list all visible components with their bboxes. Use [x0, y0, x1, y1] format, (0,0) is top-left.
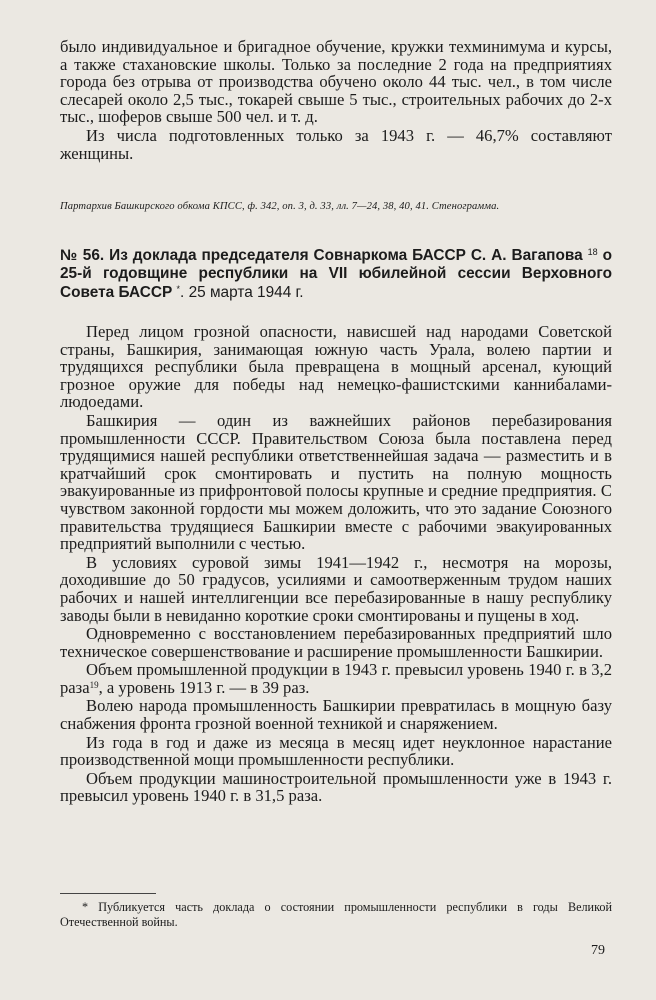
main-text-block — [60, 322, 612, 805]
footnote-ref: 18 — [587, 247, 598, 257]
paragraph — [60, 661, 612, 696]
footnote-divider — [60, 893, 156, 894]
footnote-ref: * — [176, 283, 181, 294]
paragraph: Башкирия — один из важнейших районов перебазирования промышленности СССР. Правительством Союза была поставлена перед трудящимися нашей республики ответственнейшая задача — разместить и в кратчайший срок смонтировать и пустить на полную мощность эвакуированные из прифронтовой полосы крупные и средние предприятия. С чувством законной гордости мы можем доложить, что это задание Союзного правительства трудящиеся Башкирии вместе с рабочими эвакуированных предприятий выполнили с честью. — [60, 410, 612, 554]
paragraph: Волею народа промышленность Башкирии превратилась в мощную базу снабжения фронта грозной военной техникой и снаряжением. — [60, 696, 612, 734]
paragraph: Из года в год и даже из месяца в месяц идет неуклонное нарастание производственной мощи промышленности республики. — [60, 732, 612, 770]
archive-source-note: Партархив Башкирского обкома КПСС, ф. 342, оп. 3, д. 33, лл. 7—24, 38, 40, 41. Стенограмма. — [60, 201, 500, 212]
paragraph: Одновременно с восстановлением перебазированных предприятий шло техническое совершенствование и расширение промышленности Башкирии. — [60, 624, 612, 661]
paragraph: было индивидуальное и бригадное обучение, кружки техминимума и курсы, а также стахановские школы. Только за последние 2 года на предприятиях города без отрыва от производства обучено около 44 тыс. чел., в том числе слесарей около 2,5 тыс., токарей свыше 5 тыс., строительных рабочих до 2-х тыс., шоферов свыше 500 чел. и т. д. — [60, 37, 612, 127]
paragraph: Объем продукции машиностроительной промышленности уже в 1943 г. превысил уровень 1940 г. в 31,5 раза. — [60, 768, 612, 806]
heading-title-part1: № 56. Из доклада председателя Совнаркома БАССР С. А. Вагапова — [60, 247, 583, 264]
heading-date: . 25 марта 1944 г. — [180, 283, 304, 301]
page-number: 79 — [591, 943, 605, 958]
footnote-ref: 19 — [89, 679, 99, 690]
heading-title-part2: о 25-й годовщине республики на VII юбилейной сессии Верховного Совета БАССР — [60, 247, 612, 301]
paragraph-text: , а уровень 1913 г. — в 39 раз. — [98, 677, 310, 697]
paragraph: В условиях суровой зимы 1941—1942 г., несмотря на морозы, доходившие до 50 градусов, усилиями и самоотверженным трудом наших рабочих и нашей интеллигенции все перебазированные в нашу республику заводы были в невиданно короткие сроки смонтированы и пущены в ход. — [60, 552, 612, 625]
footnote — [60, 900, 612, 930]
top-text-block — [60, 38, 612, 162]
footnote-text: * Публикуется часть доклада о состоянии промышленности республики в годы Великой Отечественной войны. — [60, 900, 612, 929]
paragraph-text: Объем промышленной продукции в 1943 г. превысил уровень 1940 г. в 3,2 раза — [60, 660, 612, 697]
paragraph: Из числа подготовленных только за 1943 г. — 46,7% составляют женщины. — [60, 125, 612, 163]
document-heading — [60, 247, 612, 302]
paragraph: Перед лицом грозной опасности, нависшей над народами Советской страны, Башкирия, занимающая южную часть Урала, волею партии и трудящихся республики была превращена в мощный арсенал, кующий грозное оружие для победы над немецко-фашистскими каннибалами-людоедами. — [60, 322, 612, 412]
